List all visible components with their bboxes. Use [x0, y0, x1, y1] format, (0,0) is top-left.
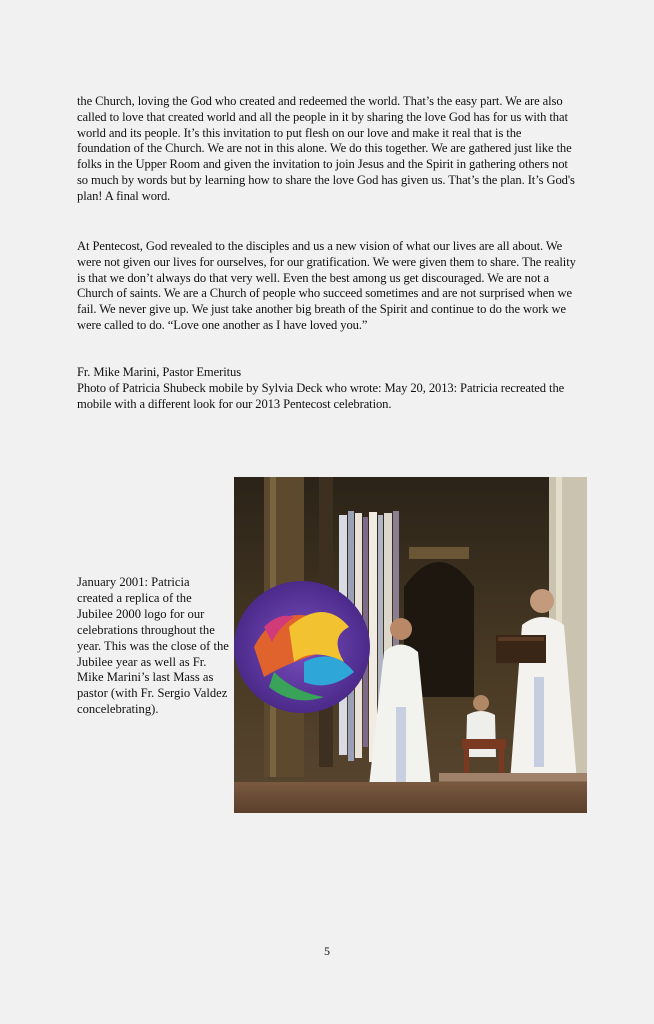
signature-block	[77, 365, 577, 412]
body-paragraph-2: At Pentecost, God revealed to the disciples and us a new vision of what our lives are all about. We were not given our lives for ourselves, for our gratification. We were given them to share. The reality is that we don’t always do that very well. Even the best among us get discouraged. We are not a Church of saints. We are a Church of people who succeed sometimes and are not surprised when we fail. We never give up. We just take another big breath of the Spirit and continue to do the work we were called to do. “Love one another as I have loved you.”	[77, 239, 576, 332]
page-number: 5	[324, 944, 330, 958]
church-photo-illustration	[234, 477, 587, 813]
church-photo	[234, 477, 587, 813]
body-paragraph-1: the Church, loving the God who created and redeemed the world. That’s the easy part. We are also called to love that created world and all the people in it by sharing the love God has for us with that world and its people. It’s this invitation to put flesh on our love and make it real that is the foundation of the Church. We are not in this alone. We do this together. We are gathered just like the folks in the Upper Room and given the invitation to join Jesus and the Spirit in gathering others not so much by words but by learning how to share the love God has given us. That’s the plan. It’s God's plan! A final word.	[77, 94, 575, 203]
figure-caption: January 2001: Patricia created a replica of the Jubilee 2000 logo for our celebrations throughout the year. This was the close of the Jubilee year as well as Fr. Mike Marini’s last Mass as pastor (with Fr. Sergio Valdez concelebrating).	[77, 575, 229, 717]
photo-credit: Photo of Patricia Shubeck mobile by Sylvia Deck who wrote: May 20, 2013: Patricia recreated the mobile with a different look for our 2013 Pentecost celebration.	[77, 380, 565, 411]
signature: Fr. Mike Marini, Pastor Emeritus	[77, 365, 242, 379]
jubilee-logo	[234, 581, 370, 713]
